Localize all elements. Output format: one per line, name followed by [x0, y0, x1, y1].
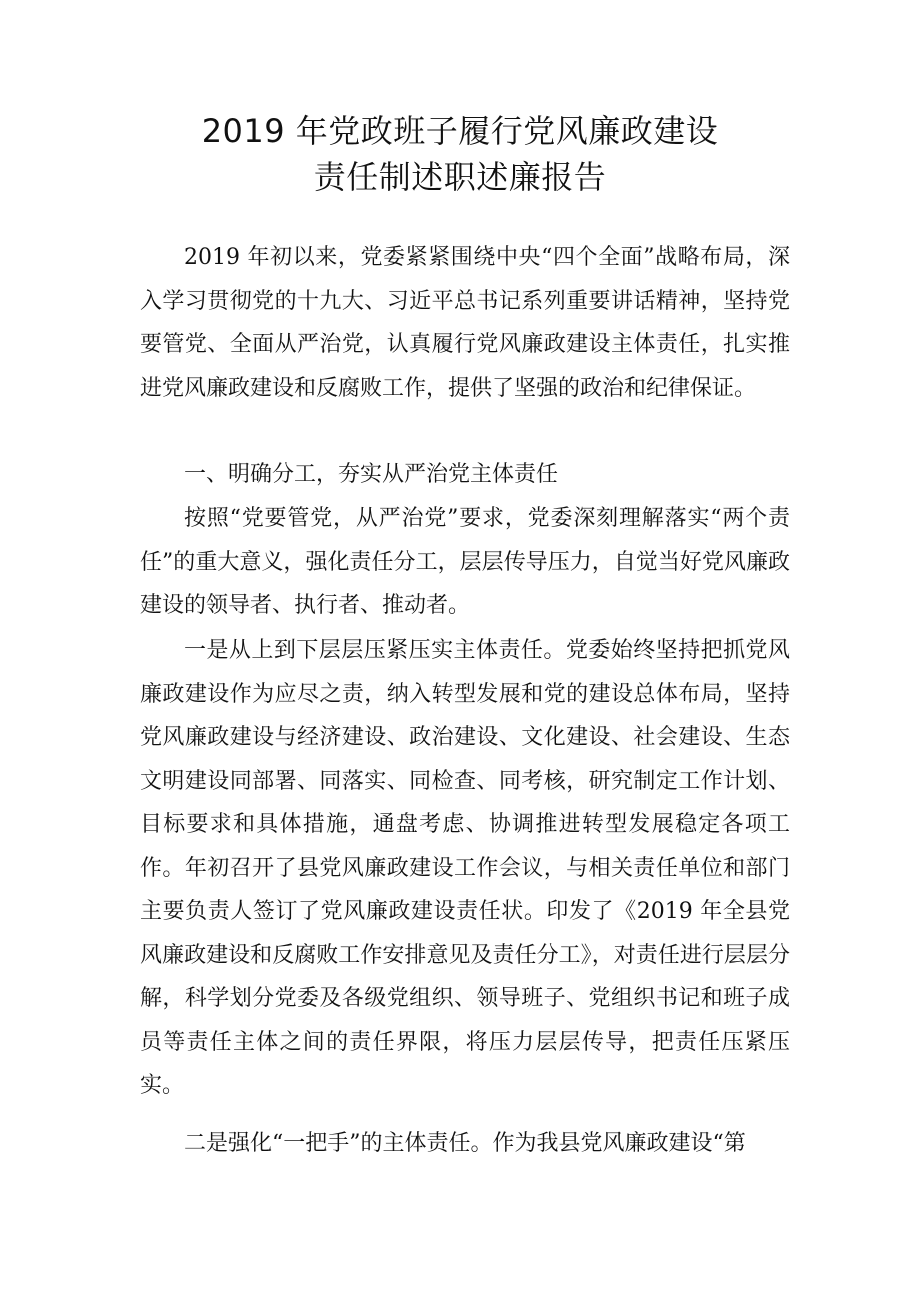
paragraph-point-one: 一是从上到下层层压紧压实主体责任。党委始终坚持把抓党风廉政建设作为应尽之责，纳入转型发展和党的建设总体布局，坚持党风廉政建设与经济建设、政治建设、文化建设、社会建设、生态文明建设同部署、同落实、同检查、同考核，研究制定工作计划、目标要求和具体措施，通盘考虑、协调推进转型发展稳定各项工作。年初召开了县党风廉政建设工作会议，与相关责任单位和部门主要负责人签订了党风廉政建设责任状。印发了《2019 年全县党风廉政建设和反腐败工作安排意见及责任分工》，对责任进行层层分解，科学划分党委及各级党组织、领导班子、党组织书记和班子成员等责任主体之间的责任界限，将压力层层传导，把责任压紧压实。 [140, 638, 790, 1098]
paragraph-responsibility: 按照“党要管党，从严治党”要求，党委深刻理解落实“两个责任”的重大意义，强化责任分工，层层传导压力，自觉当好党风廉政建设的领导者、执行者、推动者。 [140, 506, 790, 618]
document-title-line-1: 2019 年党政班子履行党风廉政建设 [201, 112, 719, 150]
paragraph-point-two: 二是强化“一把手”的主体责任。作为我县党风廉政建设“第 [184, 1131, 746, 1156]
section-heading: 一、明确分工，夯实从严治党主体责任 [184, 462, 559, 487]
paragraph-intro: 2019 年初以来，党委紧紧围绕中央“四个全面”战略布局，深入学习贯彻党的十九大、习近平总书记系列重要讲话精神，坚持党要管党、全面从严治党，认真履行党风廉政建设主体责任，扎实推进党风廉政建设和反腐败工作，提供了坚强的政治和纪律保证。 [140, 245, 790, 401]
document-title-line-2: 责任制述职述廉报告 [313, 158, 607, 196]
